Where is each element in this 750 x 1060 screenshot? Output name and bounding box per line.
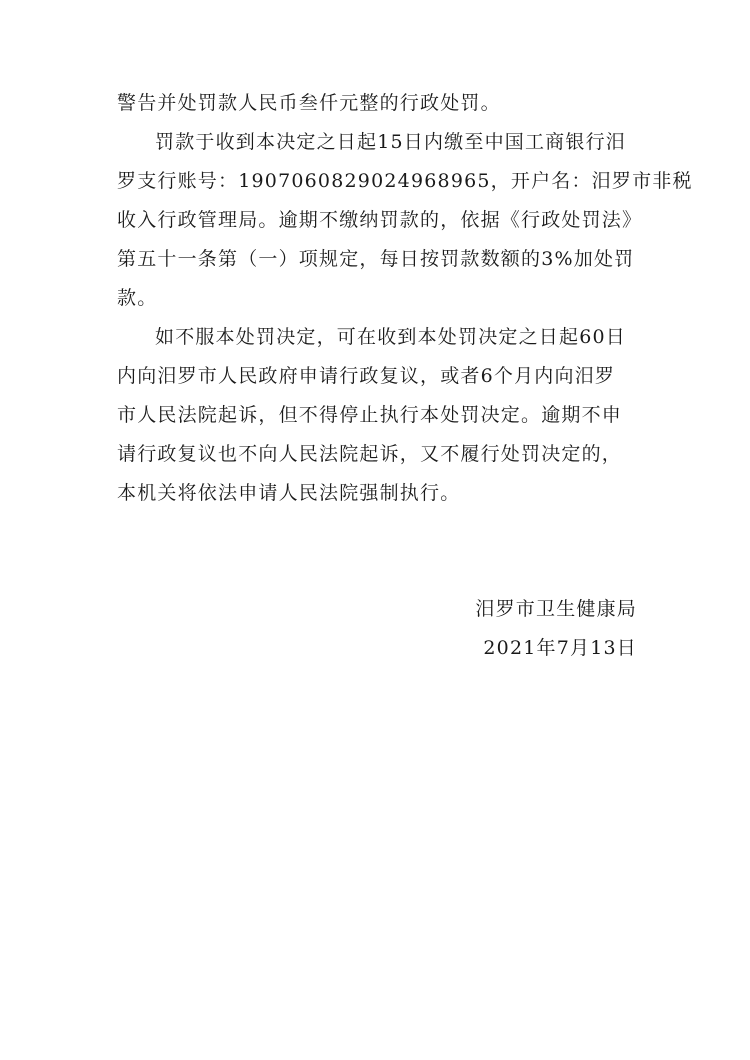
paragraph-appeal-rights (117, 318, 642, 513)
text-line: 如不服本处罚决定，可在收到本处罚决定之日起60日 (155, 326, 626, 348)
text-line: 市人民法院起诉，但不得停止执行本处罚决定。逾期不申 (117, 404, 623, 426)
text-line: 警告并处罚款人民币叁仟元整的行政处罚。 (117, 92, 501, 114)
issuer-name: 汨罗市卫生健康局 (475, 598, 637, 620)
text-line: 第五十一条第（一）项规定，每日按罚款数额的3%加处罚 (117, 248, 635, 270)
paragraph-decision-tail (117, 84, 642, 123)
text-line: 请行政复议也不向人民法院起诉，又不履行处罚决定的， (117, 443, 623, 465)
text-line: 罗支行账号：1907060829024968965，开户名：汨罗市非税 (117, 170, 693, 192)
document-body (117, 84, 693, 513)
paragraph-payment-instructions (117, 123, 693, 318)
text-line: 内向汨罗市人民政府申请行政复议，或者6个月内向汨罗 (117, 365, 616, 387)
signature-block (475, 590, 637, 668)
text-line: 本机关将依法申请人民法院强制执行。 (117, 482, 461, 504)
text-line: 收入行政管理局。逾期不缴纳罚款的，依据《行政处罚法》 (117, 209, 643, 231)
text-line: 罚款于收到本决定之日起15日内缴至中国工商银行汨 (155, 131, 626, 153)
issue-date: 2021年7月13日 (483, 637, 637, 659)
text-line: 款。 (117, 287, 158, 309)
